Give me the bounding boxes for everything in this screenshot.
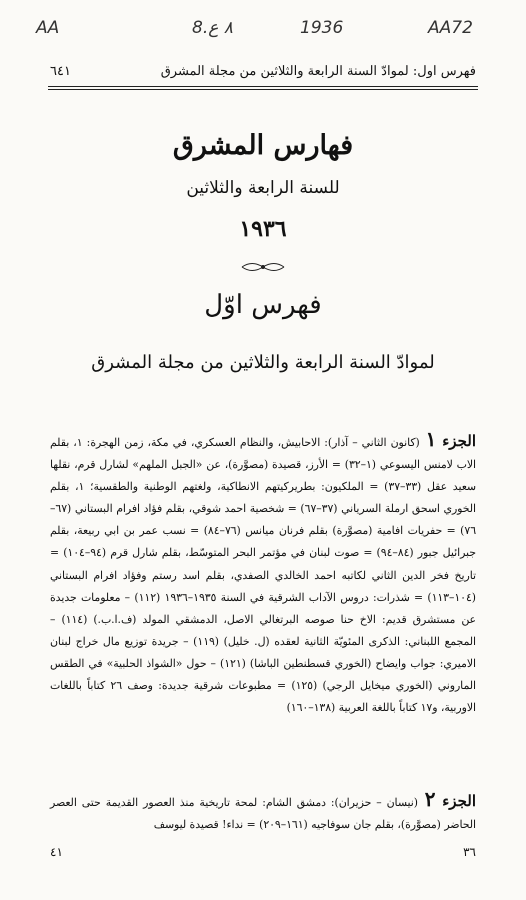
page-title: فهارس المشرق — [172, 130, 354, 161]
page-subtitle: للسنة الرابعة والثلاثين — [186, 178, 340, 198]
page-year: ١٩٣٦ — [239, 216, 287, 242]
index-subtitle: لموادّ السنة الرابعة والثلاثين من مجلة المشرق — [91, 352, 435, 373]
handwritten-note-center: 8.٨ ع — [192, 18, 233, 38]
header-rule-second — [48, 89, 478, 90]
part-one-heading: الجزء ١ — [425, 427, 476, 451]
part-one-text: (كانون الثاني – آذار): الاحابيش، والنظام العسكري، في مكة، زمن الهجرة: ١، بقلم الاب لامنس اليسوعي (١–٣٢) = الأرز، قصيدة (مصوَّرة)، عن «الجبل الملهم» لشارل قرم، نقلها سعيد عقل (٣٣–٣٧) = الملكيون: بطريركيتهم الانطاكية، ولغتهم الوطنية والطقسية؛ ١، بقلم الخوري اسحق ارملة السرياني (٣٧–٦٧) = شخصية احمد شوقي، بقلم فؤاد افرام البستاني (٦٧–٧٦) = حفريات افامية (مصوَّرة) بقلم فرنان ميانس (٧٦–٨٤) = نسب عمر بن ابي ربيعة، بقلم جبرائيل جبور (٨٤–٩٤) = صوت لبنان في مؤتمر البحر المتوسّط، بقلم شارل قرم (٩٤–١٠٤) = تاريخ فخر الدين الثاني لكاتبه احمد الخالدي الصفدي، بقلم اسد رستم وفؤاد افرام البستاني (١٠٤–١١٣) = شذرات: دروس الآداب الشرقية في السنة ١٩٣٥–١٩٣٦ (١١٢) – معلومات جديدة عن مستشرق قديم: الاخ حنا صوصه البرتغالي الاصل، الدمشقي المولد (ف.ا.ب.) (١١٤) – المجمع اللبناني: الذكرى المئويّة الثانية لعقده (ل. خليل) (١١٩) – جريدة توزيع مال خراج لبنان الاميري: جواب وايضاح (الخوري قسطنطين الباشا) (١٢١) – حول «الشواذ الحلبية» في الطقس الماروني (الخوري ميخايل الرجي) (١٢٥) = مطبوعات شرقية جديدة: وصف ٢٦ كتاباً باللغات الاوربية، و١٧ كتاباً باللغة العربية (١٣٨–١٦٠) — [50, 436, 477, 715]
header-rule — [48, 86, 478, 87]
part-two-heading: الجزء ٢ — [424, 787, 476, 811]
handwritten-note-left: AA — [36, 18, 60, 38]
index-title: فهرس اوّل — [204, 290, 322, 320]
running-header-page-number: ٦٤١ — [50, 63, 71, 79]
running-header-title: فهرس اول: لموادّ السنة الرابعة والثلاثين من مجلة المشرق — [160, 63, 476, 79]
part-one-entry — [50, 428, 476, 719]
ornament-divider-icon — [240, 259, 286, 275]
handwritten-note-right: AA72 — [428, 18, 473, 38]
part-two-entry — [50, 788, 476, 836]
part-two-text: (نيسان – حزيران): دمشق الشام: لمحة تاريخية منذ العصور القديمة حتى العصر الحاضر (مصوَّرة)، بقلم جان سوفاجيه (١٦١–٢٠٩) = نداء! قصيدة ليوسف — [50, 796, 476, 832]
footer-number-right: ٣٦ — [463, 845, 476, 859]
running-header — [50, 60, 476, 82]
footer-number-left: ٤١ — [50, 845, 63, 859]
page-footer — [50, 845, 476, 865]
handwritten-note-year: 1936 — [300, 18, 344, 38]
